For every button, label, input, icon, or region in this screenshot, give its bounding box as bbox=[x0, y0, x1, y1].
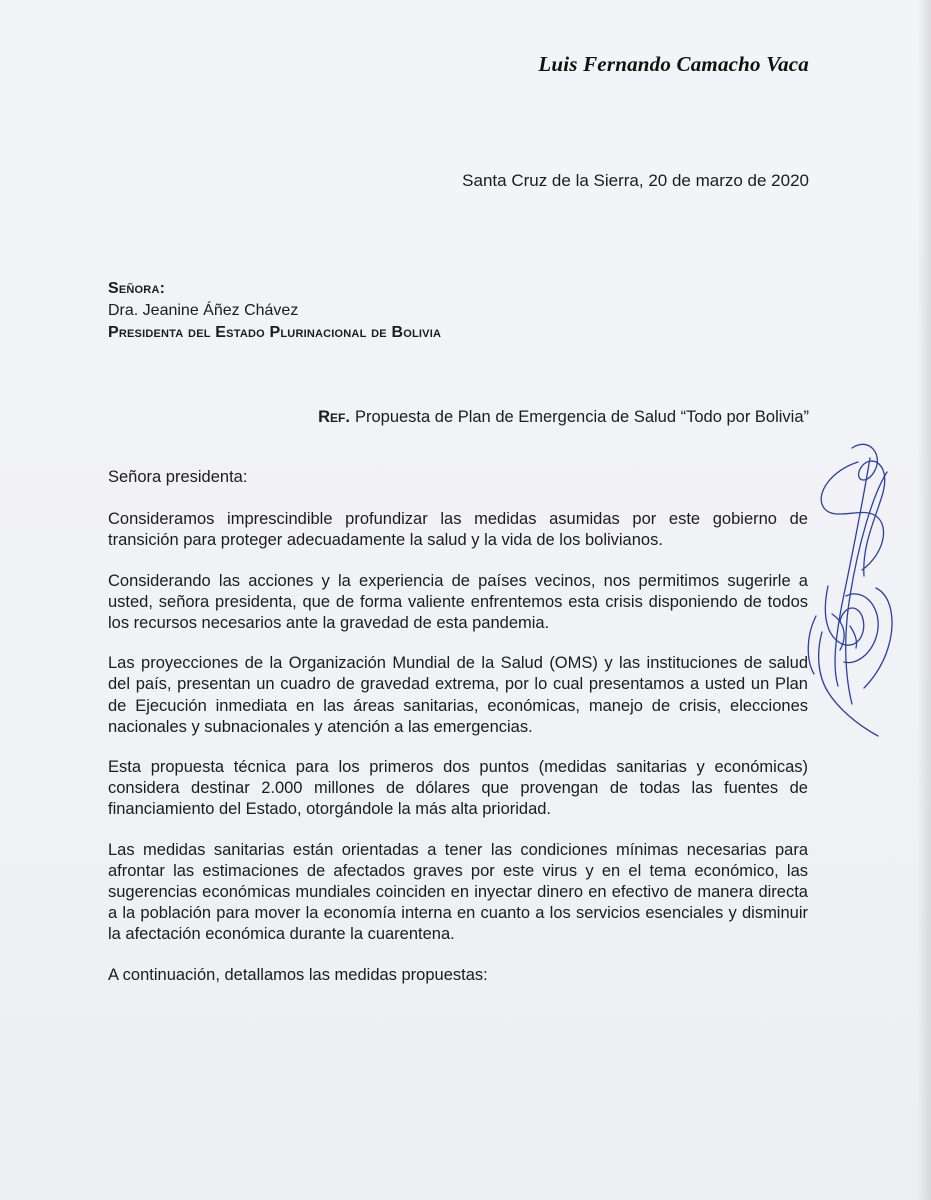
place-date: Santa Cruz de la Sierra, 20 de marzo de 2020 bbox=[462, 171, 809, 190]
closing-line: A continuación, detallamos las medidas propuestas: bbox=[108, 965, 488, 984]
addressee-name: Dra. Jeanine Áñez Chávez bbox=[108, 302, 299, 319]
body-paragraph: Las proyecciones de la Organización Mundial de la Salud (OMS) y las instituciones de salud del país, presentan un cuadro de gravedad extrema, por lo cual presentamos a usted un Plan de Ejecución inmediata en las áreas sanitarias, económicas, manejo de crisis, elecciones nacionales y subnacionales y atención a las emergencias. bbox=[108, 654, 808, 736]
addressee-block bbox=[108, 278, 441, 344]
body-paragraph: Esta propuesta técnica para los primeros dos puntos (medidas sanitarias y económicas) considera destinar 2.000 millones de dólares que provengan de todas las fuentes de financiamiento del Estado, otorgándole la más alta prioridad. bbox=[108, 758, 808, 819]
addressee-salutation-title: Señora: bbox=[108, 280, 166, 297]
reference-text: Propuesta de Plan de Emergencia de Salud “Todo por Bolivia” bbox=[354, 408, 809, 426]
reference-label: Ref. bbox=[318, 408, 350, 426]
author-header: Luis Fernando Camacho Vaca bbox=[538, 52, 809, 76]
reference-line bbox=[318, 408, 809, 427]
body-paragraph: Considerando las acciones y la experiencia de países vecinos, nos permitimos sugerirle a usted, señora presidenta, que de forma valiente enfrentemos esta crisis disponiendo de todos los recursos necesarios ante la gravedad de esta pandemia. bbox=[108, 571, 808, 633]
body-paragraph: Las medidas sanitarias están orientadas a tener las condiciones mínimas necesarias para afrontar las estimaciones de afectados graves por este virus y en el tema económico, las sugerencias económicas mundiales coinciden en inyectar dinero en efectivo de manera directa a la población para mover la economía interna en cuanto a los servicios esenciales y disminuir la afectación económica durante la cuarentena. bbox=[108, 840, 808, 944]
handwritten-signature bbox=[792, 436, 912, 756]
letter-body bbox=[108, 467, 808, 1005]
addressee-position: Presidenta del Estado Plurinacional de Bolivia bbox=[108, 324, 442, 341]
greeting: Señora presidenta: bbox=[108, 468, 248, 486]
body-paragraph: Consideramos imprescindible profundizar las medidas asumidas por este gobierno de transición para proteger adecuadamente la salud y la vida de los bolivianos. bbox=[108, 510, 808, 550]
